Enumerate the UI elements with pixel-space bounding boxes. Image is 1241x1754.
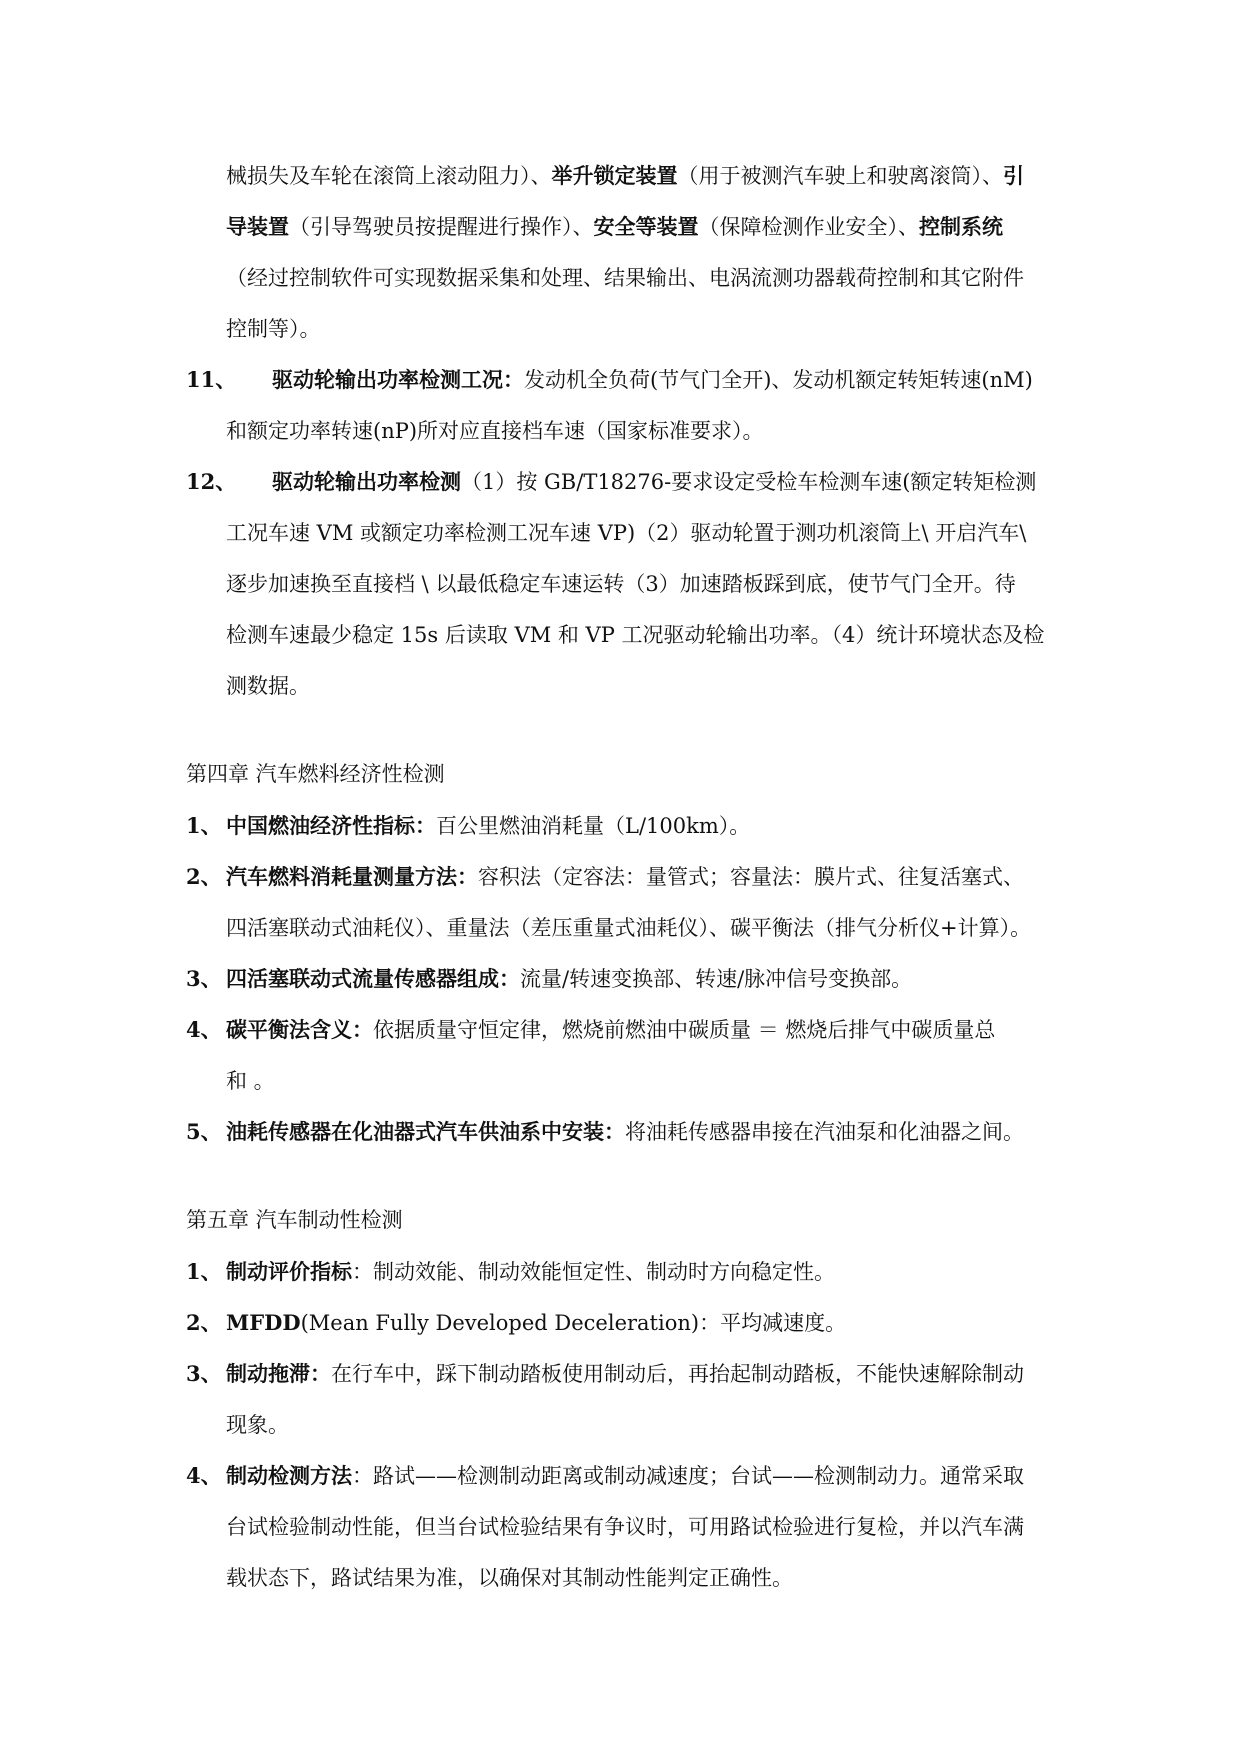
item-number: 3、 [186, 1361, 222, 1386]
ch4-item-1 [226, 800, 750, 852]
item-number: 11、 [186, 367, 237, 392]
intro-line-3: （经过控制软件可实现数据采集和处理、结果输出、电涡流测功器载荷控制和其它附件 [226, 266, 1024, 290]
ch5-item-3-line-2: 现象。 [226, 1413, 289, 1437]
chapter-4-heading: 第四章 汽车燃料经济性检测 [186, 762, 445, 786]
text: 发动机全负荷(节气门全开)、发动机额定转矩转速(nM) [524, 368, 1033, 392]
ch5-item-4-line-3: 载状态下，路试结果为准，以确保对其制动性能判定正确性。 [226, 1566, 793, 1590]
bold-term: 导装置 [226, 214, 289, 239]
bold-term: 油耗传感器在化油器式汽车供油系中安装： [226, 1119, 625, 1144]
ch4-item-5 [226, 1106, 1024, 1158]
chapter-5-heading: 第五章 汽车制动性检测 [186, 1208, 403, 1232]
ch5-item-3-line-1 [226, 1348, 1024, 1400]
bold-term: 安全等装置 [593, 214, 699, 239]
item-number: 1、 [186, 813, 222, 838]
item-11-line-1 [272, 354, 1033, 406]
ch5-item-1 [226, 1246, 835, 1298]
text: （保障检测作业安全）、 [698, 215, 919, 239]
item-number: 2、 [186, 1310, 222, 1335]
bold-term: 制动拖滞： [226, 1361, 331, 1386]
ch4-item-3 [226, 953, 912, 1005]
item-number: 12、 [186, 469, 237, 494]
intro-line-1 [226, 150, 1024, 202]
intro-line-4: 控制等）。 [226, 317, 321, 341]
text: （用于被测汽车驶上和驶离滚筒）、 [677, 164, 1003, 188]
bold-term: 汽车燃料消耗量测量方法： [226, 864, 478, 889]
text: ：制动效能、制动效能恒定性、制动时方向稳定性。 [352, 1260, 835, 1284]
item-12-line-4: 检测车速最少稳定 15s 后读取 VM 和 VP 工况驱动轮输出功率。（4）统计环境状态及检 [226, 623, 1045, 647]
item-12-line-3: 逐步加速换至直接档 \ 以最低稳定车速运转（3）加速踏板踩到底，使节气门全开。待 [226, 572, 1016, 596]
text: （1）按 GB/T18276-要求设定受检车检测车速(额定转矩检测 [461, 470, 1037, 494]
text: 依据质量守恒定律，燃烧前燃油中碳质量 ＝ 燃烧后排气中碳质量总 [373, 1018, 996, 1042]
item-number: 4、 [186, 1017, 222, 1042]
intro-line-2 [226, 201, 1003, 253]
bold-term: 制动评价指标 [226, 1259, 352, 1284]
ch5-item-4-line-1 [226, 1450, 1024, 1502]
ch5-item-4-line-2: 台试检验制动性能，但当台试检验结果有争议时，可用路试检验进行复检，并以汽车满 [226, 1515, 1024, 1539]
bold-term: 控制系统 [919, 214, 1003, 239]
bold-term: 中国燃油经济性指标： [226, 813, 436, 838]
text: 容积法（定容法：量管式；容量法：膜片式、往复活塞式、 [478, 865, 1024, 889]
text: 将油耗传感器串接在汽油泵和化油器之间。 [625, 1120, 1024, 1144]
bold-term: 引 [1003, 163, 1024, 188]
text: （引导驾驶员按提醒进行操作）、 [289, 215, 594, 239]
text: 在行车中，踩下制动踏板使用制动后，再抬起制动踏板，不能快速解除制动 [331, 1362, 1024, 1386]
ch4-item-2-line-1 [226, 851, 1024, 903]
ch5-item-2 [226, 1297, 846, 1349]
item-number: 1、 [186, 1259, 222, 1284]
item-12-line-5: 测数据。 [226, 674, 310, 698]
text: ：路试——检测制动距离或制动减速度；台试——检测制动力。通常采取 [352, 1464, 1024, 1488]
text: 械损失及车轮在滚筒上滚动阻力）、 [226, 164, 552, 188]
item-number: 5、 [186, 1119, 222, 1144]
text: (Mean Fully Developed Deceleration)：平均减速度。 [300, 1311, 847, 1335]
item-number: 4、 [186, 1463, 222, 1488]
bold-term: 举升锁定装置 [551, 163, 678, 188]
bold-term: 驱动轮输出功率检测 [272, 469, 461, 494]
bold-term: 驱动轮输出功率检测工况： [272, 367, 524, 392]
item-12-line-2: 工况车速 VM 或额定功率检测工况车速 VP)（2）驱动轮置于测功机滚筒上\ 开启汽车\ [226, 521, 1027, 545]
item-number: 2、 [186, 864, 222, 889]
ch4-item-2-line-2: 四活塞联动式油耗仪）、重量法（差压重量式油耗仪）、碳平衡法（排气分析仪+计算）。 [226, 916, 1032, 940]
text: 流量/转速变换部、转速/脉冲信号变换部。 [520, 967, 913, 991]
bold-term: 碳平衡法含义： [226, 1017, 373, 1042]
bold-term: MFDD [226, 1310, 301, 1335]
bold-term: 制动检测方法 [226, 1463, 352, 1488]
item-11-line-2: 和额定功率转速(nP)所对应直接档车速（国家标准要求）。 [226, 419, 764, 443]
ch4-item-4-line-1 [226, 1004, 995, 1056]
ch4-item-4-line-2: 和 。 [226, 1069, 275, 1093]
text: 百公里燃油消耗量（L/100km）。 [436, 814, 751, 838]
item-number: 3、 [186, 966, 222, 991]
bold-term: 四活塞联动式流量传感器组成： [226, 966, 520, 991]
item-12-line-1 [272, 456, 1036, 508]
